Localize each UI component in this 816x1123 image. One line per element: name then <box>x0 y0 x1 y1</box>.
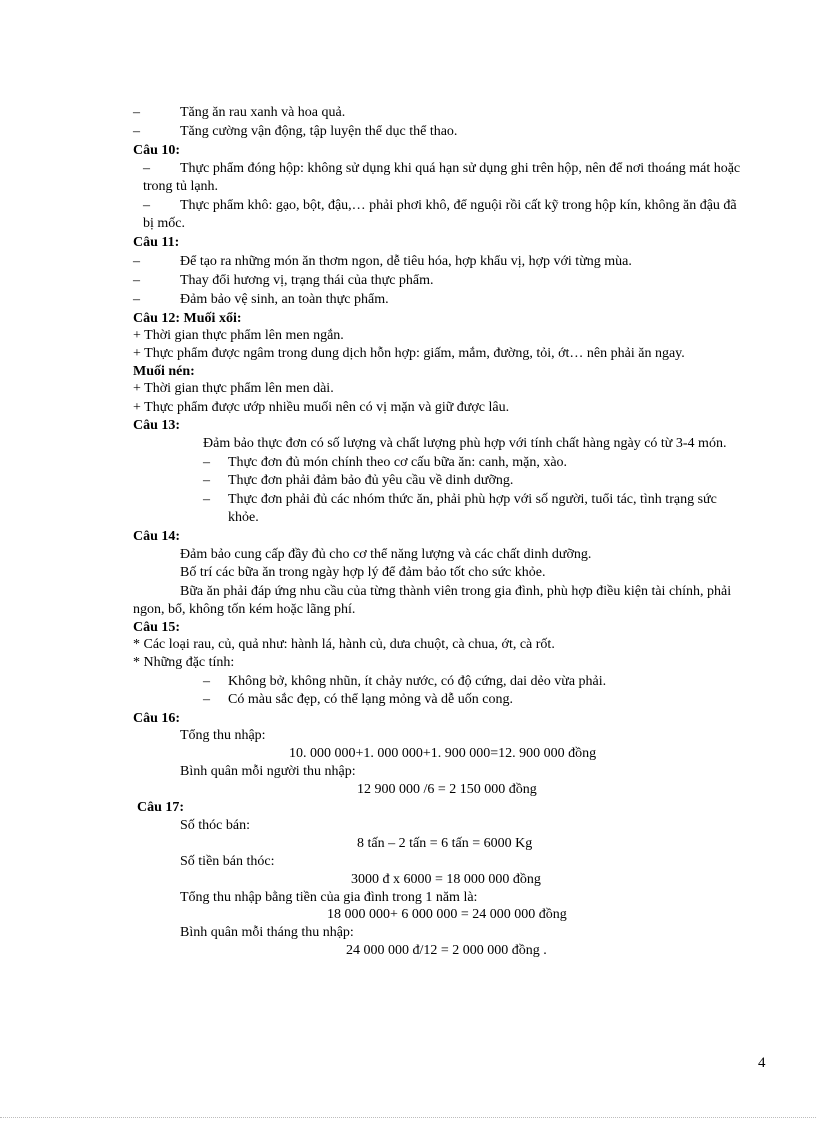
list-dash: – <box>143 161 150 176</box>
text-line: + Thực phẩm được ướp nhiều muối nên có vị mặn và giữ được lâu. <box>133 400 510 415</box>
text-line: ngon, bổ, không tốn kém hoặc lãng phí. <box>133 602 356 617</box>
text-line: * Các loại rau, củ, quả như: hành lá, hành củ, dưa chuột, cà chua, ớt, cà rốt. <box>133 637 555 652</box>
question-title: Câu 16: <box>133 711 181 726</box>
text-line: Đảm bảo thực đơn có số lượng và chất lượng phù hợp với tính chất hàng ngày có từ 3-4 món. <box>203 436 727 451</box>
calc-label: Tổng thu nhập bằng tiền của gia đình trong 1 năm là: <box>180 890 478 905</box>
calc-label: Tổng thu nhập: <box>180 728 266 743</box>
list-dash: – <box>133 292 140 307</box>
question-title: Câu 15: <box>133 620 181 635</box>
list-dash: – <box>133 105 140 120</box>
calc-line: 8 tấn – 2 tấn = 6 tấn = 6000 Kg <box>357 836 533 851</box>
list-item: Tăng cường vận động, tập luyện thể dục thể thao. <box>180 124 458 139</box>
list-dash: – <box>133 124 140 139</box>
list-item-continuation: khỏe. <box>228 510 259 525</box>
calc-label: Số thóc bán: <box>180 818 250 833</box>
calc-line: 3000 đ x 6000 = 18 000 000 đồng <box>351 872 541 887</box>
list-dash: – <box>203 674 210 689</box>
calc-label: Số tiền bán thóc: <box>180 854 275 869</box>
list-dash: – <box>133 254 140 269</box>
question-title: Câu 11: <box>133 235 180 250</box>
list-dash: – <box>203 692 210 707</box>
text-line: + Thời gian thực phẩm lên men ngắn. <box>133 328 344 343</box>
list-item: Thực đơn phải đảm bảo đủ yêu cầu về dinh dưỡng. <box>228 473 514 488</box>
question-title: Câu 13: <box>133 418 181 433</box>
list-dash: – <box>203 492 210 507</box>
calc-line: 24 000 000 đ/12 = 2 000 000 đồng . <box>346 943 547 958</box>
list-dash: – <box>133 273 140 288</box>
list-dash: – <box>203 473 210 488</box>
list-item: Thực đơn đủ món chính theo cơ cấu bữa ăn: canh, mặn, xào. <box>228 455 568 470</box>
page-bottom-rule <box>0 1117 816 1118</box>
list-item: Thay đổi hương vị, trạng thái của thực phẩm. <box>180 273 434 288</box>
list-item: Thực đơn phải đủ các nhóm thức ăn, phải phù hợp với số người, tuổi tác, tình trạng sức <box>228 492 717 507</box>
list-item: Thực phẩm đóng hộp: không sử dụng khi quá hạn sử dụng ghi trên hộp, nên để nơi thoáng mát hoặc <box>180 161 741 176</box>
list-item-continuation: bị mốc. <box>143 216 185 231</box>
page-number: 4 <box>758 1055 766 1071</box>
text-line: Bữa ăn phải đáp ứng nhu cầu của từng thành viên trong gia đình, phù hợp điều kiện tài chính, phải <box>180 584 732 599</box>
calc-line: 10. 000 000+1. 000 000+1. 900 000=12. 900 000 đồng <box>289 746 597 761</box>
list-item-continuation: trong tủ lạnh. <box>143 179 219 194</box>
subheading: Muối nén: <box>133 364 195 379</box>
list-item: Thực phẩm khô: gạo, bột, đậu,… phải phơi khô, để nguội rồi cất kỹ trong hộp kín, không ăn đậu đã <box>180 198 737 213</box>
list-item: Có màu sắc đẹp, có thể lạng mỏng và dễ uốn cong. <box>228 692 513 707</box>
list-item: Không bở, không nhũn, ít chảy nước, có độ cứng, dai dẻo vừa phải. <box>228 674 607 689</box>
calc-line: 18 000 000+ 6 000 000 = 24 000 000 đồng <box>327 907 567 922</box>
calc-label: Bình quân mỗi tháng thu nhập: <box>180 925 354 940</box>
question-title: Câu 12: Muối xổi: <box>133 311 242 326</box>
list-item: Tăng ăn rau xanh và hoa quả. <box>180 105 346 120</box>
question-title: Câu 10: <box>133 143 181 158</box>
calc-line: 12 900 000 /6 = 2 150 000 đồng <box>357 782 537 797</box>
text-line: + Thời gian thực phẩm lên men dài. <box>133 381 334 396</box>
calc-label: Bình quân mỗi người thu nhập: <box>180 764 356 779</box>
question-title: Câu 14: <box>133 529 181 544</box>
list-dash: – <box>143 198 150 213</box>
list-item: Đảm bảo vệ sinh, an toàn thực phẩm. <box>180 292 389 307</box>
text-line: Bố trí các bữa ăn trong ngày hợp lý để đảm bảo tốt cho sức khỏe. <box>180 565 546 580</box>
question-title: Câu 17: <box>137 800 185 815</box>
text-line: * Những đặc tính: <box>133 655 235 670</box>
list-item: Để tạo ra những món ăn thơm ngon, dễ tiêu hóa, hợp khẩu vị, hợp với từng mùa. <box>180 254 632 269</box>
text-line: + Thực phẩm được ngâm trong dung dịch hỗn hợp: giấm, mắm, đường, tỏi, ớt… nên phải ăn ngay. <box>133 346 685 361</box>
text-line: Đảm bảo cung cấp đầy đủ cho cơ thể năng lượng và các chất dinh dưỡng. <box>180 547 592 562</box>
list-dash: – <box>203 455 210 470</box>
